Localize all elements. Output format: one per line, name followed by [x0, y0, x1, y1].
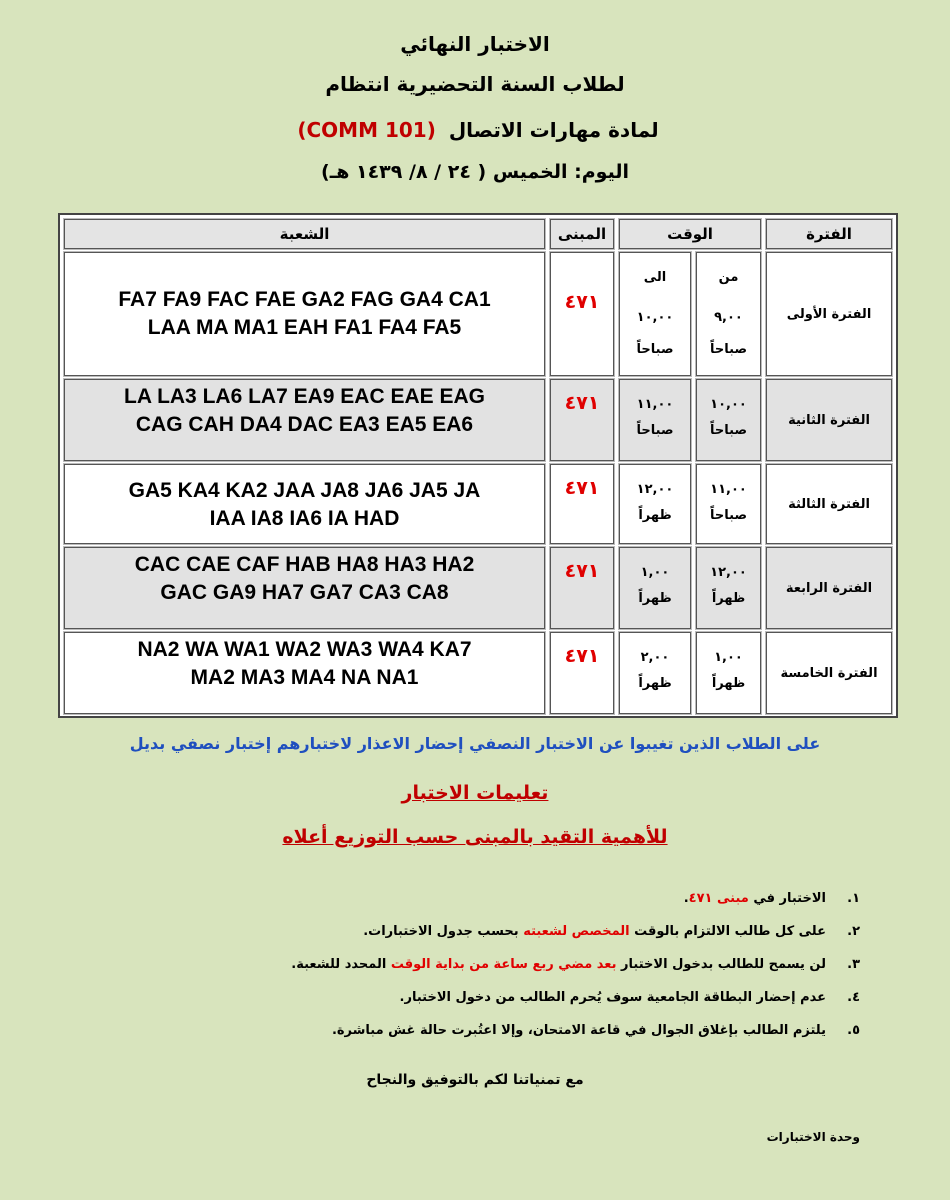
makeup-notice: على الطلاب الذين تغيبوا عن الاختبار النصفي إحضار الاعذار لاختبارهم إختبار نصفي بديل: [129, 734, 821, 753]
period-cell: الفترة الخامسة: [766, 632, 892, 714]
sections-line-2: GAC GA9 HA7 GA7 CA3 CA8: [160, 581, 449, 604]
time-from-cell: [696, 464, 761, 544]
time-from-value: ٩,٠٠: [714, 310, 743, 325]
time-from-suffix: صباحاً: [710, 423, 748, 438]
time-to-value: ١١,٠٠: [636, 397, 674, 412]
period-cell: الفترة الرابعة: [766, 547, 892, 629]
sections-line-1: LA LA3 LA6 LA7 EA9 EAC EAE EAG: [124, 385, 485, 408]
rule-text: عدم إحضار البطاقة الجامعية سوف يُحرم الطالب من دخول الاختبار.: [399, 989, 826, 1005]
header-building: المبنى: [550, 219, 614, 249]
header-sections: الشعبة: [64, 219, 545, 249]
instructions-list: [210, 886, 860, 1051]
time-to-value: ١,٠٠: [640, 565, 670, 580]
building-cell: ٤٧١: [550, 464, 614, 544]
sections-cell: [64, 632, 545, 714]
time-from-cell: [696, 547, 761, 629]
sections-cell: [64, 547, 545, 629]
list-item: [210, 886, 860, 910]
building-cell: ٤٧١: [550, 547, 614, 629]
sections-cell: [64, 464, 545, 544]
building-cell: ٤٧١: [550, 379, 614, 461]
course-line: [0, 116, 950, 144]
rule-text: الاختبار في: [748, 890, 826, 906]
rule-highlight: المخصص لشعبته: [523, 923, 630, 939]
sections-line-2: CAG CAH DA4 DAC EA3 EA5 EA6: [135, 413, 474, 436]
time-to-cell: [619, 252, 691, 376]
time-from-value: ١٢,٠٠: [710, 565, 747, 580]
time-from-value: ١٠,٠٠: [710, 397, 747, 412]
time-from-suffix: صباحاً: [710, 508, 748, 523]
time-from-value: ١,٠٠: [714, 650, 743, 665]
list-item: [210, 1018, 860, 1042]
time-to-suffix: ظهراً: [638, 508, 672, 523]
time-to-suffix: صباحاً: [636, 423, 674, 438]
time-from-value: ١١,٠٠: [710, 482, 747, 497]
list-item: [210, 985, 860, 1009]
time-to-label: الى: [643, 270, 667, 285]
period-cell: الفترة الأولى: [766, 252, 892, 376]
time-to-suffix: صباحاً: [636, 342, 674, 357]
time-to-cell: [619, 379, 691, 461]
rule-text: لن يسمح للطالب بدخول الاختبار: [616, 956, 826, 972]
period-cell: الفترة الثالثة: [766, 464, 892, 544]
rule-number: ٢.: [847, 923, 860, 939]
rule-text-end: المحدد للشعبة.: [291, 956, 391, 972]
rule-number: ٤.: [847, 989, 860, 1005]
rule-number: ١.: [847, 890, 860, 906]
rule-number: ٣.: [847, 956, 860, 972]
time-from-cell: [696, 252, 761, 376]
sections-cell: [64, 379, 545, 461]
time-to-value: ١٠,٠٠: [636, 310, 674, 325]
building-priority-note: للأهمية التقيد بالمبنى حسب التوزيع أعلاه: [282, 826, 668, 848]
course-code: (COMM 101): [297, 118, 436, 142]
sections-line-1: GA5 KA4 KA2 JAA JA8 JA6 JA5 JA: [128, 479, 481, 502]
time-from-label: من: [718, 270, 739, 285]
time-from-cell: [696, 379, 761, 461]
instructions-title: تعليمات الاختبار: [401, 782, 549, 804]
header-period: الفترة: [766, 219, 892, 249]
sections-line-2: IAA IA8 IA6 IA HAD: [209, 507, 400, 530]
rule-highlight: مبنى ٤٧١: [688, 890, 749, 906]
list-item: [210, 952, 860, 976]
header-time: الوقت: [619, 219, 761, 249]
sections-line-1: FA7 FA9 FAC FAE GA2 FAG GA4 CA1: [118, 288, 491, 311]
closing-wish: مع تمنياتنا لكم بالتوفيق والنجاح: [366, 1072, 584, 1088]
course-name: لمادة مهارات الاتصال: [448, 118, 659, 142]
rule-text: يلتزم الطالب بإغلاق الجوال في قاعة الامتحان، وإلا اعتُبرت حالة غش مباشرة.: [331, 1022, 826, 1038]
time-to-cell: [619, 464, 691, 544]
sections-line-1: NA2 WA WA1 WA2 WA3 WA4 KA7: [137, 638, 472, 661]
time-from-cell: [696, 632, 761, 714]
sections-line-1: CAC CAE CAF HAB HA8 HA3 HA2: [134, 553, 475, 576]
sections-cell: [64, 252, 545, 376]
rule-text: على كل طالب الالتزام بالوقت: [629, 923, 826, 939]
building-cell: ٤٧١: [550, 632, 614, 714]
rule-text-end: .: [683, 890, 689, 906]
time-to-value: ٢,٠٠: [640, 650, 670, 665]
time-from-suffix: ظهراً: [711, 591, 746, 606]
rule-highlight: بعد مضي ربع ساعة من بداية الوقت: [390, 956, 617, 972]
building-cell: ٤٧١: [550, 252, 614, 376]
rule-text-end: بحسب جدول الاختبارات.: [363, 923, 524, 939]
time-to-cell: [619, 547, 691, 629]
sections-line-2: LAA MA MA1 EAH FA1 FA4 FA5: [147, 316, 462, 339]
time-to-suffix: ظهراً: [638, 591, 672, 606]
time-to-cell: [619, 632, 691, 714]
exam-schedule-table: [58, 213, 898, 718]
rule-number: ٥.: [847, 1022, 860, 1038]
list-item: [210, 919, 860, 943]
exam-subtitle: لطلاب السنة التحضيرية انتظام: [325, 72, 625, 96]
time-from-suffix: صباحاً: [710, 342, 748, 357]
exams-unit-signature: وحدة الاختبارات: [766, 1130, 860, 1144]
time-to-suffix: ظهراً: [638, 676, 672, 691]
exam-date: اليوم: الخميس ( ٢٤ / ٨/ ١٤٣٩ هـ): [321, 161, 629, 183]
exam-title: الاختبار النهائي: [400, 32, 550, 56]
period-cell: الفترة الثانية: [766, 379, 892, 461]
time-to-value: ١٢,٠٠: [636, 482, 674, 497]
time-from-suffix: ظهراً: [711, 676, 746, 691]
sections-line-2: MA2 MA3 MA4 NA NA1: [190, 666, 419, 689]
